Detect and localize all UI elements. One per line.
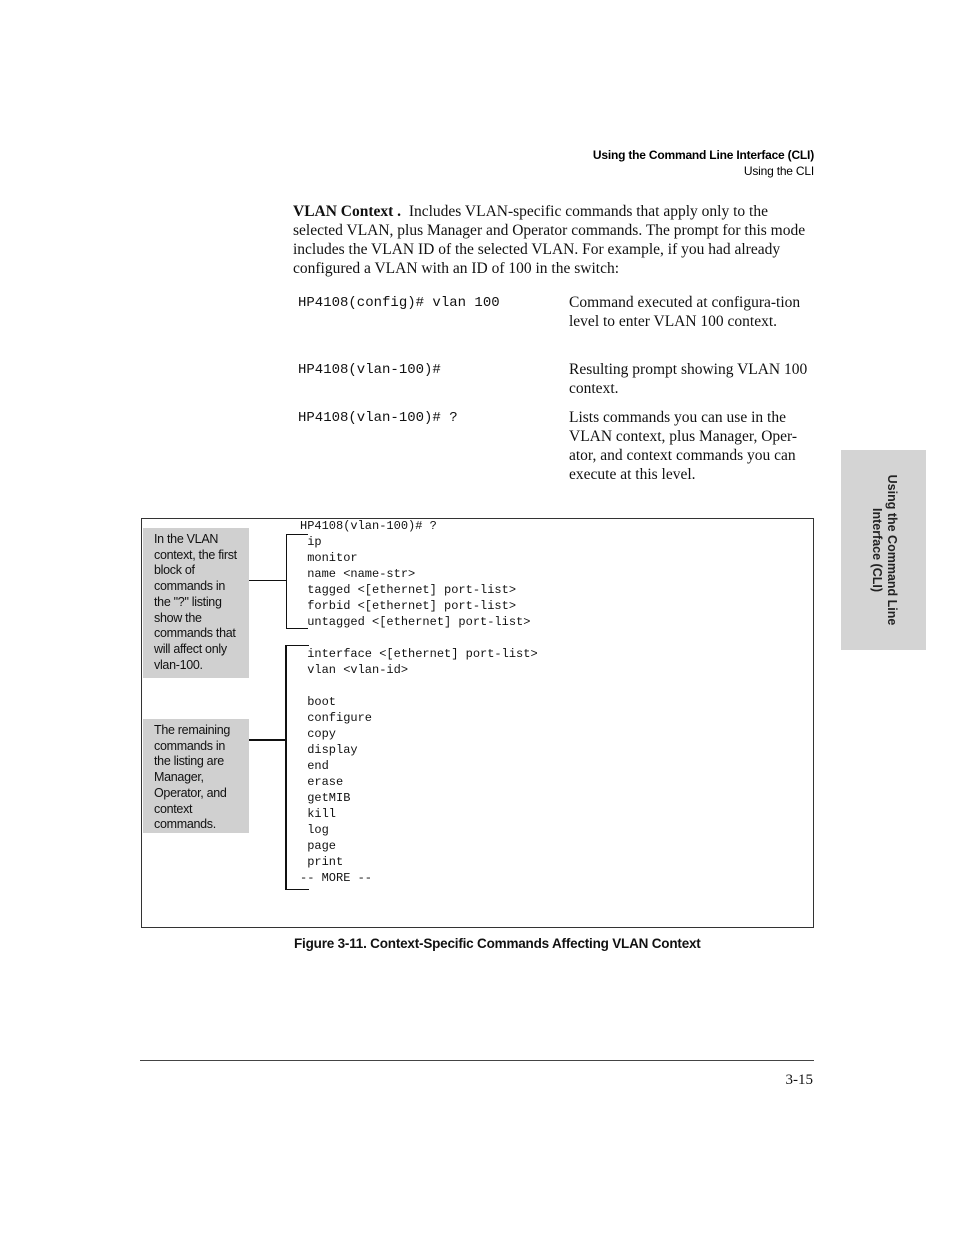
chapter-side-tab (841, 450, 926, 650)
vlan-context-heading: VLAN Context . (293, 203, 402, 220)
example-description-1: Command executed at configura-tion level to enter VLAN 100 context. (569, 294, 801, 330)
bracket-bottom-2 (285, 889, 309, 890)
bracket-vertical-2 (285, 645, 287, 890)
example-command-3: HP4108(vlan-100)# ? (298, 410, 458, 426)
figure-caption: Figure 3-11. Context-Specific Commands Affecting VLAN Context (294, 936, 701, 951)
running-header-subtitle: Using the CLI (743, 164, 814, 178)
example-command-1: HP4108(config)# vlan 100 (298, 295, 500, 311)
intro-text: Includes VLAN-specific commands that apply only to the selected VLAN, plus Manager and Operator commands. The prompt for this mode includes the VLAN ID of the selected VLAN. For example, if you had already configured a VLAN with an ID of 100 in the switch: (293, 203, 806, 277)
footer-rule (140, 1060, 814, 1061)
example-description-2: Resulting prompt showing VLAN 100 context. (569, 361, 808, 397)
page-number: 3-15 (785, 1072, 813, 1088)
bracket-vertical-1 (286, 534, 287, 629)
chapter-side-tab-label: Using the Command Line Interface (CLI) (869, 474, 899, 626)
cli-command-listing: HP4108(vlan-100)# ? ip monitor name <name-str> tagged <[ethernet] port-list> forbid <[ethernet] port-list> untagged <[ethernet] port-list> interface <[ethernet] port-list> vlan <vlan-id> boot configure copy display end erase getMIB kill log page print -- MORE -- (300, 519, 538, 885)
intro-paragraph (293, 202, 815, 278)
callout-remaining-commands: The remaining commands in the listing are Manager, Operator, and context commands. (143, 719, 249, 833)
example-description-3: Lists commands you can use in the VLAN context, plus Manager, Oper-ator, and context commands you can execute at this level. (569, 409, 798, 483)
callout-vlan-commands: In the VLAN context, the first block of commands in the "?" listing show the commands that will affect only vlan-100. (143, 528, 249, 678)
example-command-2: HP4108(vlan-100)# (298, 362, 441, 378)
callout-leader-line-2 (249, 739, 286, 741)
callout-leader-line-1 (249, 580, 287, 581)
running-header-title: Using the Command Line Interface (CLI) (592, 148, 814, 162)
